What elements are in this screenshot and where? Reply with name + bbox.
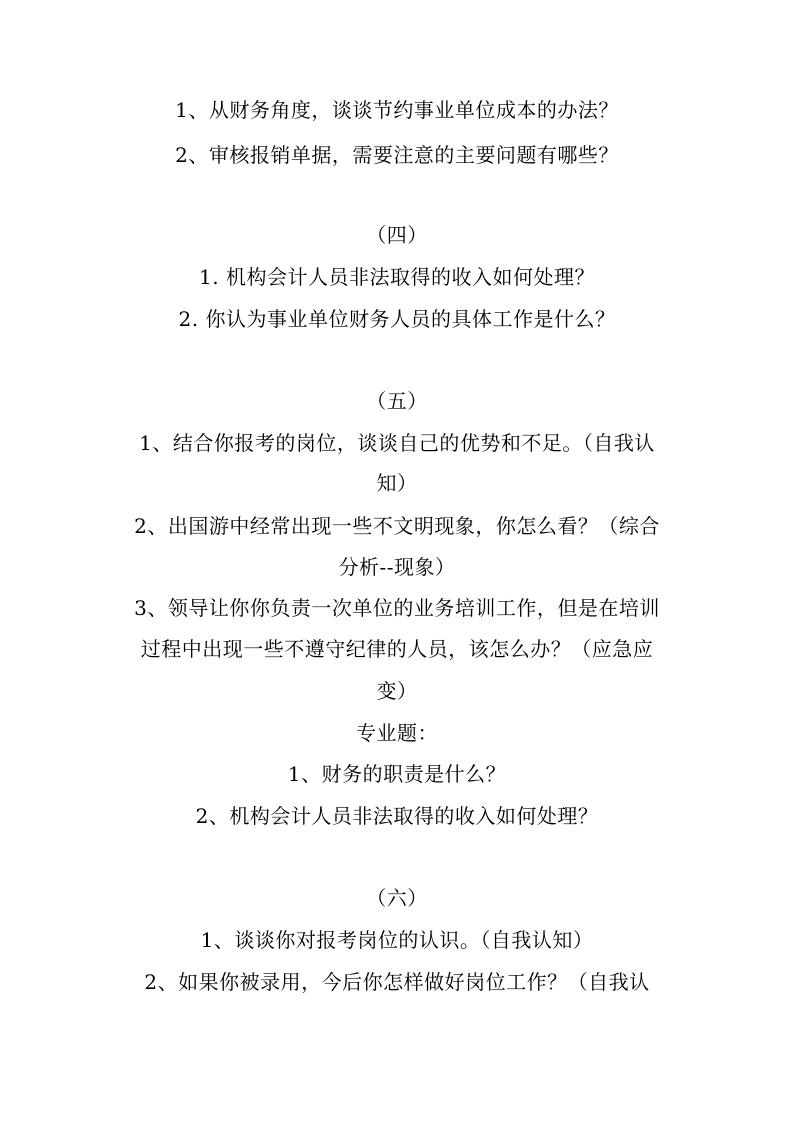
section5-question-3-line-1: 3、领导让你你负责一次单位的业务培训工作，但是在培训 [134, 596, 660, 620]
section4-question-1: 1. 机构会计人员非法取得的收入如何处理？ [199, 265, 595, 289]
section6-question-1: 1、谈谈你对报考岗位的认识。（自我认知） [200, 928, 594, 952]
section-heading-four: （四） [366, 223, 428, 247]
professional-question-1: 1、财务的职责是什么？ [287, 762, 507, 786]
section-heading-five: （五） [366, 389, 428, 413]
section6-question-2-line-1: 2、如果你被录用，今后你怎样做好岗位工作？（自我认 [144, 970, 650, 994]
section5-question-3-line-3: 变） [376, 679, 418, 703]
section5-question-1-line-1: 1、结合你报考的岗位，谈谈自己的优势和不足。（自我认 [139, 431, 655, 455]
section5-question-3-line-2: 过程中出现一些不遵守纪律的人员，该怎么办？（应急应 [140, 637, 654, 661]
section5-question-1-line-2: 知） [376, 471, 418, 495]
section3-question-1: 1、从财务角度，谈谈节约事业单位成本的办法？ [175, 98, 619, 122]
section3-question-2: 2、审核报销单据，需要注意的主要问题有哪些？ [175, 143, 619, 167]
professional-questions-heading: 专业题： [356, 721, 438, 745]
professional-question-2: 2、机构会计人员非法取得的收入如何处理？ [195, 804, 599, 828]
section5-question-2-line-1: 2、出国游中经常出现一些不文明现象，你怎么看？（综合 [134, 514, 660, 538]
section5-question-2-line-2: 分析--现象） [338, 555, 456, 579]
section-heading-six: （六） [366, 886, 428, 910]
section4-question-2: 2. 你认为事业单位财务人员的具体工作是什么？ [178, 307, 616, 331]
